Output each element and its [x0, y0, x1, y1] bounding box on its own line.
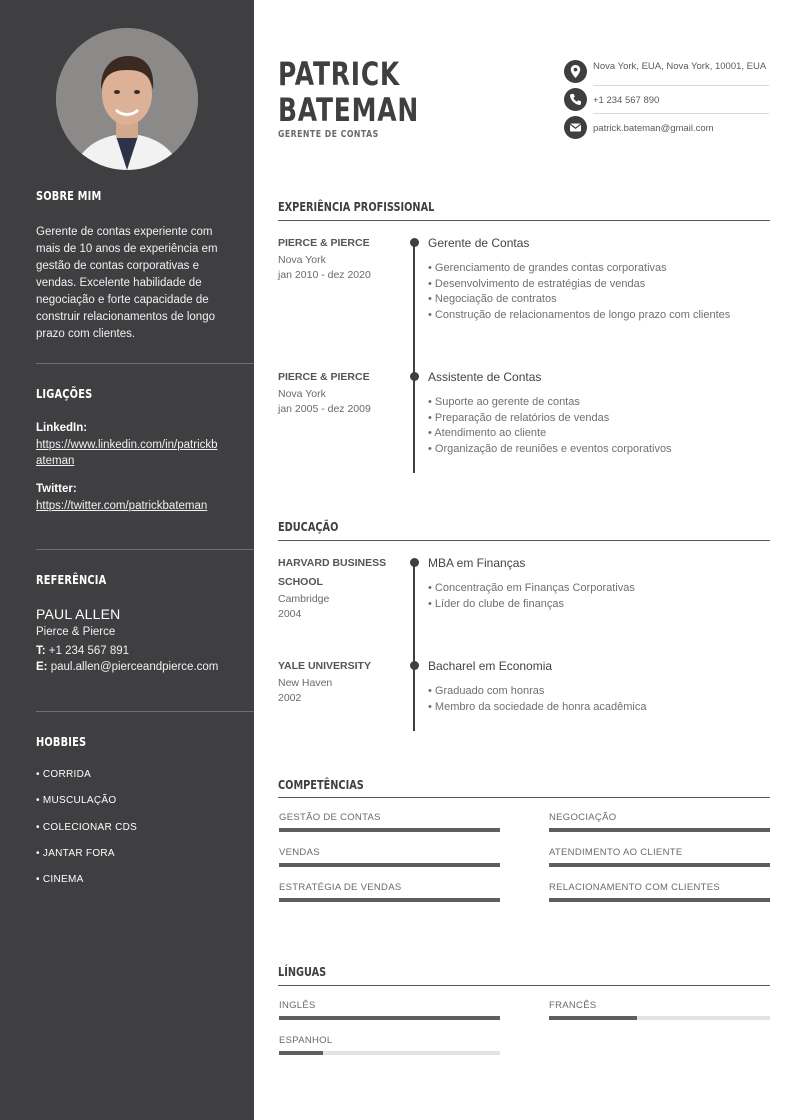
skill-level-fill — [549, 828, 770, 832]
list-item: • Negociação de contratos — [428, 292, 770, 308]
hobbies-title: HOBBIES — [36, 735, 87, 749]
profile-photo — [56, 28, 198, 170]
skill-item — [549, 882, 770, 893]
list-item: • Atendimento ao cliente — [428, 426, 770, 442]
language-level-fill — [549, 1016, 637, 1020]
contact-phone: +1 234 567 890 — [593, 95, 660, 106]
list-item: • Membro da sociedade de honra acadêmica — [428, 700, 770, 716]
skill-label: NEGOCIAÇÃO — [549, 812, 617, 823]
skill-label: RELACIONAMENTO COM CLIENTES — [549, 882, 721, 893]
twitter-link[interactable]: https://twitter.com/patrickbateman — [36, 500, 208, 512]
exp-company: PIERCE & PIERCE — [278, 237, 370, 249]
exp-location: Nova York — [278, 254, 326, 266]
exp-meta — [278, 253, 398, 282]
language-level-bar — [279, 1051, 500, 1055]
skill-level-fill — [279, 898, 500, 902]
skill-level-bar — [549, 898, 770, 902]
list-item: • Organização de reuniões e eventos corporativos — [428, 442, 770, 458]
hobby-item: • JANTAR FORA — [36, 848, 115, 859]
edu-school: HARVARD BUSINESS SCHOOL — [278, 557, 387, 588]
exp-role: Assistente de Contas — [428, 370, 542, 384]
linkedin-block — [36, 420, 220, 469]
about-text: Gerente de contas experiente com mais de 10 anos de experiência em gestão de contas corporativas e vendas. Excelente habilidade de negociação e forte capacidade de construir relacionamentos de longo prazo com clientes. — [36, 226, 218, 340]
timeline-line — [413, 244, 415, 473]
skill-level-fill — [279, 863, 500, 867]
twitter-label: Twitter: — [36, 483, 77, 495]
linkedin-label: LinkedIn: — [36, 422, 88, 434]
exp-period: jan 2010 - dez 2020 — [278, 268, 371, 281]
reference-title: REFERÊNCIA — [36, 573, 107, 587]
edu-year: 2004 — [278, 607, 302, 620]
languages-title: LÍNGUAS — [278, 964, 327, 979]
language-level-bar — [279, 1016, 500, 1020]
language-label: FRANCÊS — [549, 1000, 597, 1011]
section-rule — [278, 540, 770, 541]
edu-meta — [278, 676, 398, 705]
experience-title: EXPERIÊNCIA PROFISSIONAL — [278, 199, 435, 214]
timeline-line — [413, 563, 415, 731]
edu-school: YALE UNIVERSITY — [278, 660, 371, 672]
timeline-dot — [410, 661, 419, 670]
sidebar — [0, 0, 254, 1120]
hobby-item: • CORRIDA — [36, 769, 91, 780]
email-icon — [564, 116, 587, 139]
exp-bullets — [428, 395, 770, 457]
language-item — [279, 1000, 500, 1011]
timeline-dot — [410, 238, 419, 247]
phone-icon — [564, 88, 587, 111]
skill-label: ATENDIMENTO AO CLIENTE — [549, 847, 683, 858]
list-item: • Preparação de relatórios de vendas — [428, 411, 770, 427]
edu-bullets — [428, 684, 770, 715]
reference-name: PAUL ALLEN — [36, 606, 121, 622]
reference-email-row — [36, 659, 220, 676]
exp-meta — [278, 387, 398, 416]
skill-level-bar — [279, 828, 500, 832]
skill-level-fill — [549, 863, 770, 867]
language-level-bar — [549, 1016, 770, 1020]
skill-level-bar — [279, 898, 500, 902]
edu-meta — [278, 592, 398, 621]
edu-location: New Haven — [278, 677, 333, 689]
section-rule — [278, 220, 770, 221]
list-item: • Graduado com honras — [428, 684, 770, 700]
language-label: ESPANHOL — [279, 1035, 333, 1046]
contact-email[interactable]: patrick.bateman@gmail.com — [593, 123, 714, 134]
reference-email: paul.allen@pierceandpierce.com — [50, 661, 219, 673]
language-level-fill — [279, 1051, 323, 1055]
skill-level-bar — [279, 863, 500, 867]
skill-item — [549, 847, 770, 858]
about-title: SOBRE MIM — [36, 189, 102, 203]
list-item: • Suporte ao gerente de contas — [428, 395, 770, 411]
timeline-dot — [410, 558, 419, 567]
hobby-item: • CINEMA — [36, 874, 84, 885]
language-item — [279, 1035, 500, 1046]
language-label: INGLÊS — [279, 1000, 316, 1011]
skill-level-bar — [549, 828, 770, 832]
hobby-item: • MUSCULAÇÃO — [36, 795, 116, 806]
education-title: EDUCAÇÃO — [278, 519, 339, 534]
skill-level-bar — [549, 863, 770, 867]
contact-address: Nova York, EUA, Nova York, 10001, EUA — [593, 61, 767, 72]
hobby-item: • COLECIONAR CDS — [36, 822, 137, 833]
linkedin-link[interactable]: https://www.linkedin.com/in/patrickbateman — [36, 439, 218, 467]
links-title: LIGAÇÕES — [36, 387, 93, 401]
skill-label: VENDAS — [279, 847, 320, 858]
reference-phone: +1 234 567 891 — [48, 645, 130, 657]
edu-degree: Bacharel em Economia — [428, 659, 553, 673]
exp-bullets — [428, 261, 770, 323]
exp-company: PIERCE & PIERCE — [278, 371, 370, 383]
section-rule — [278, 797, 770, 798]
list-item: • Líder do clube de finanças — [428, 597, 770, 613]
skill-item — [279, 812, 500, 823]
list-item: • Desenvolvimento de estratégias de vendas — [428, 277, 770, 293]
exp-role: Gerente de Contas — [428, 236, 530, 250]
reference-phone-label: T: — [36, 645, 46, 657]
language-item — [549, 1000, 770, 1011]
portrait-image — [56, 28, 198, 170]
timeline-dot — [410, 372, 419, 381]
language-level-fill — [279, 1016, 500, 1020]
skill-item — [549, 812, 770, 823]
skill-label: ESTRATÉGIA DE VENDAS — [279, 882, 402, 893]
section-rule — [278, 985, 770, 986]
skills-title: COMPETÊNCIAS — [278, 777, 364, 792]
last-name: BATEMAN — [278, 91, 419, 129]
edu-bullets — [428, 581, 770, 612]
location-icon — [564, 60, 587, 83]
divider — [36, 363, 254, 364]
skill-label: GESTÃO DE CONTAS — [279, 812, 381, 823]
list-item: • Construção de relacionamentos de longo prazo com clientes — [428, 308, 770, 324]
skill-item — [279, 882, 500, 893]
exp-period: jan 2005 - dez 2009 — [278, 402, 371, 415]
first-name: PATRICK — [278, 55, 401, 93]
list-item: • Gerenciamento de grandes contas corporativas — [428, 261, 770, 277]
edu-year: 2002 — [278, 691, 302, 704]
skill-item — [279, 847, 500, 858]
divider — [593, 85, 769, 86]
divider — [36, 711, 254, 712]
divider — [593, 113, 769, 114]
divider — [36, 549, 254, 550]
edu-degree: MBA em Finanças — [428, 556, 526, 570]
reference-company: Pierce & Pierce — [36, 626, 116, 638]
list-item: • Concentração em Finanças Corporativas — [428, 581, 770, 597]
exp-location: Nova York — [278, 388, 326, 400]
job-title: GERENTE DE CONTAS — [278, 129, 379, 140]
skill-level-fill — [279, 828, 500, 832]
reference-email-label: E: — [36, 661, 48, 673]
twitter-block — [36, 481, 220, 514]
reference-phone-row — [36, 643, 220, 660]
skill-level-fill — [549, 898, 770, 902]
edu-location: Cambridge — [278, 593, 330, 605]
